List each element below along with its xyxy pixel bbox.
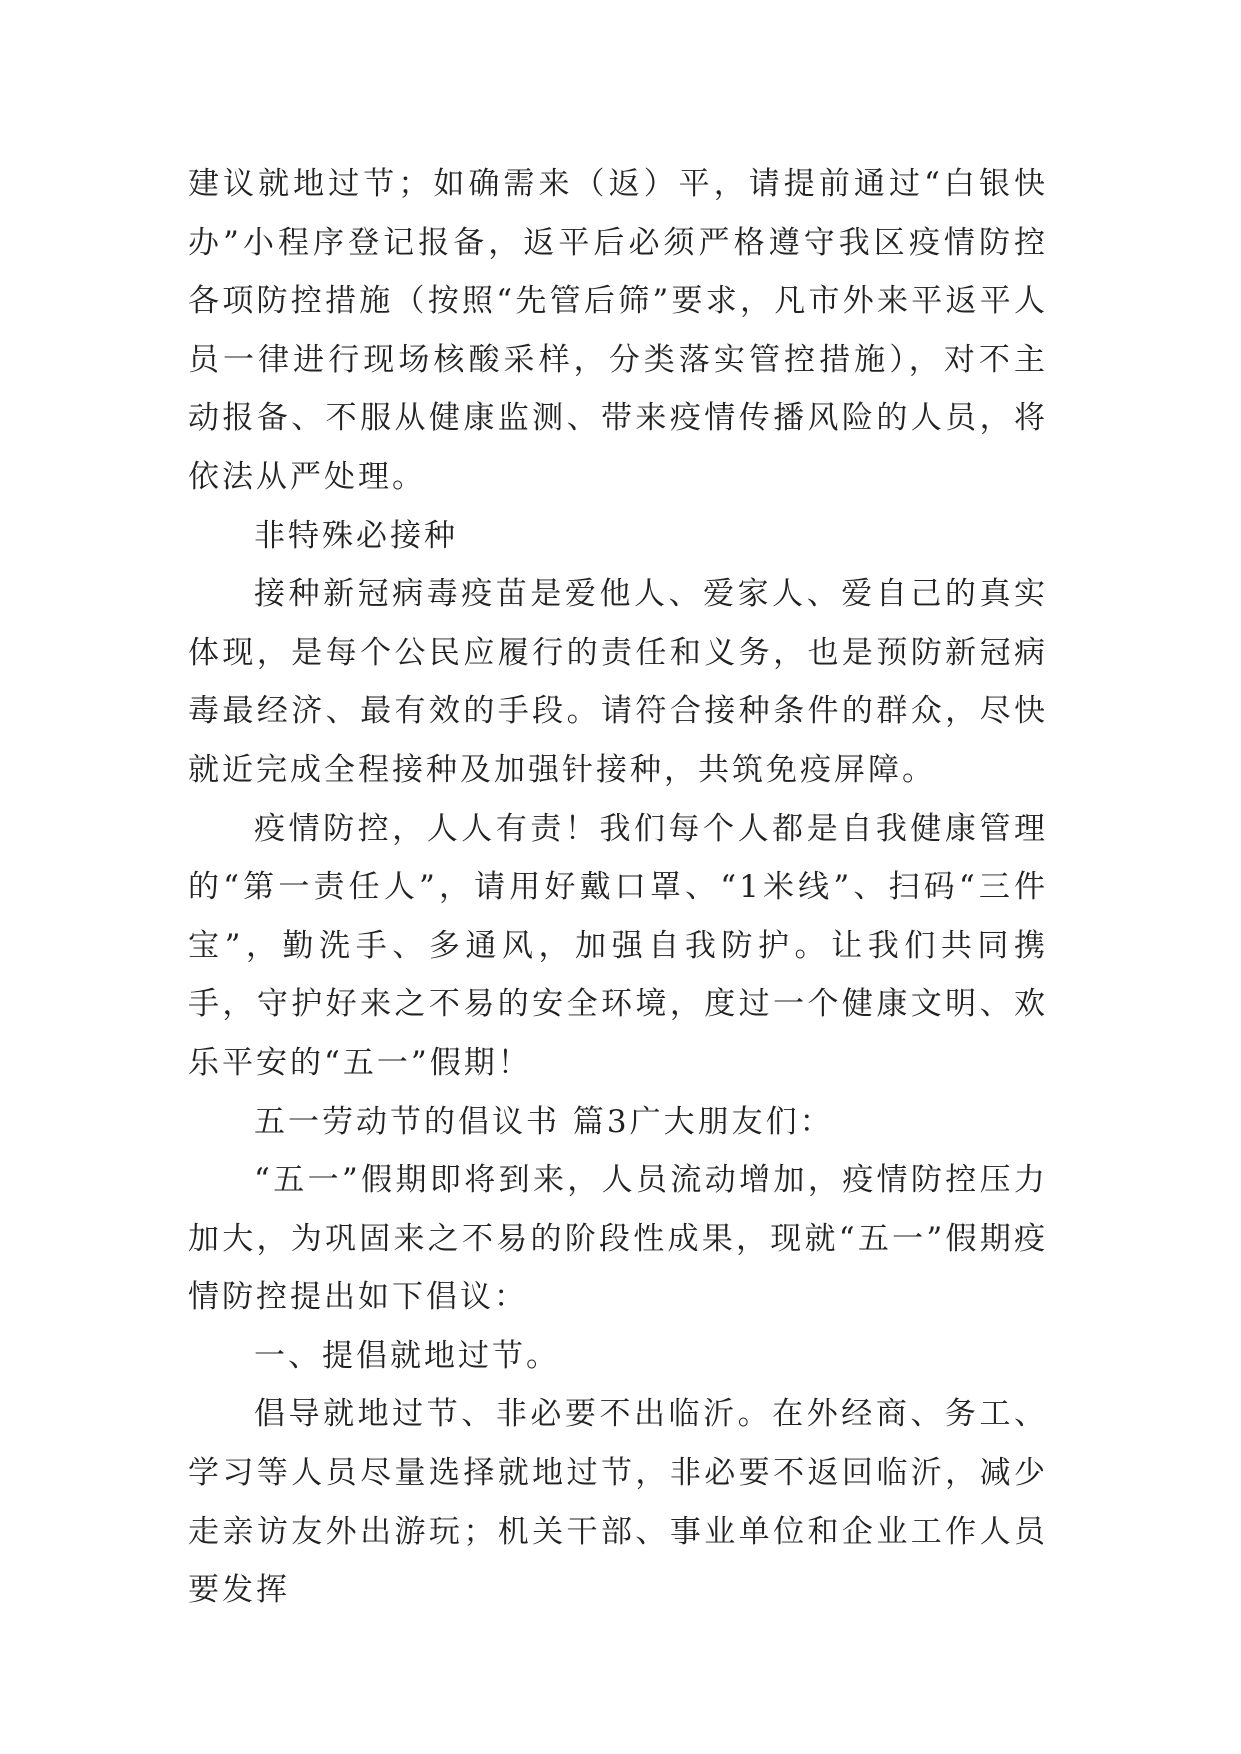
paragraph-5-section-title: 五一劳动节的倡议书 篇3广大朋友们： <box>254 1103 834 1140</box>
paragraph-2-heading: 非特殊必接种 <box>254 517 458 554</box>
paragraph-3: 接种新冠病毒疫苗是爱他人、爱家人、爱自己的真实体现，是每个公民应履行的责任和义务，也是预防新冠病毒最经济、最有效的手段。请符合接种条件的群众，尽快就近完成全程接种及加强针接种，共筑免疫屏障。 <box>188 576 1048 788</box>
paragraph-8: 倡导就地过节、非必要不出临沂。在外经商、务工、学习等人员尽量选择就地过节，非必要不返回临沂，减少走亲访友外出游玩；机关干部、事业单位和企业工作人员要发挥 <box>188 1396 1048 1609</box>
paragraph-7-heading: 一、提倡就地过节。 <box>254 1337 560 1374</box>
paragraph-1: 建议就地过节；如确需来（返）平，请提前通过“白银快办”小程序登记报备，返平后必须严格遵守我区疫情防控各项防控措施（按照“先管后筛”要求，凡市外来平返平人员一律进行现场核酸采样，分类落实管控措施），对不主动报备、不服从健康监测、带来疫情传播风险的人员，将依法从严处理。 <box>188 166 1048 495</box>
paragraph-6: “五一”假期即将到来，人员流动增加，疫情防控压力加大，为巩固来之不易的阶段性成果，现就“五一”假期疫情防控提出如下倡议： <box>188 1162 1048 1316</box>
document-body <box>188 155 1048 1620</box>
paragraph-4: 疫情防控，人人有责！我们每个人都是自我健康管理的“第一责任人”，请用好戴口罩、“1米线”、扫码“三件宝”，勤洗手、多通风，加强自我防护。让我们共同携手，守护好来之不易的安全环境，度过一个健康文明、欢乐平安的“五一”假期！ <box>188 810 1048 1081</box>
